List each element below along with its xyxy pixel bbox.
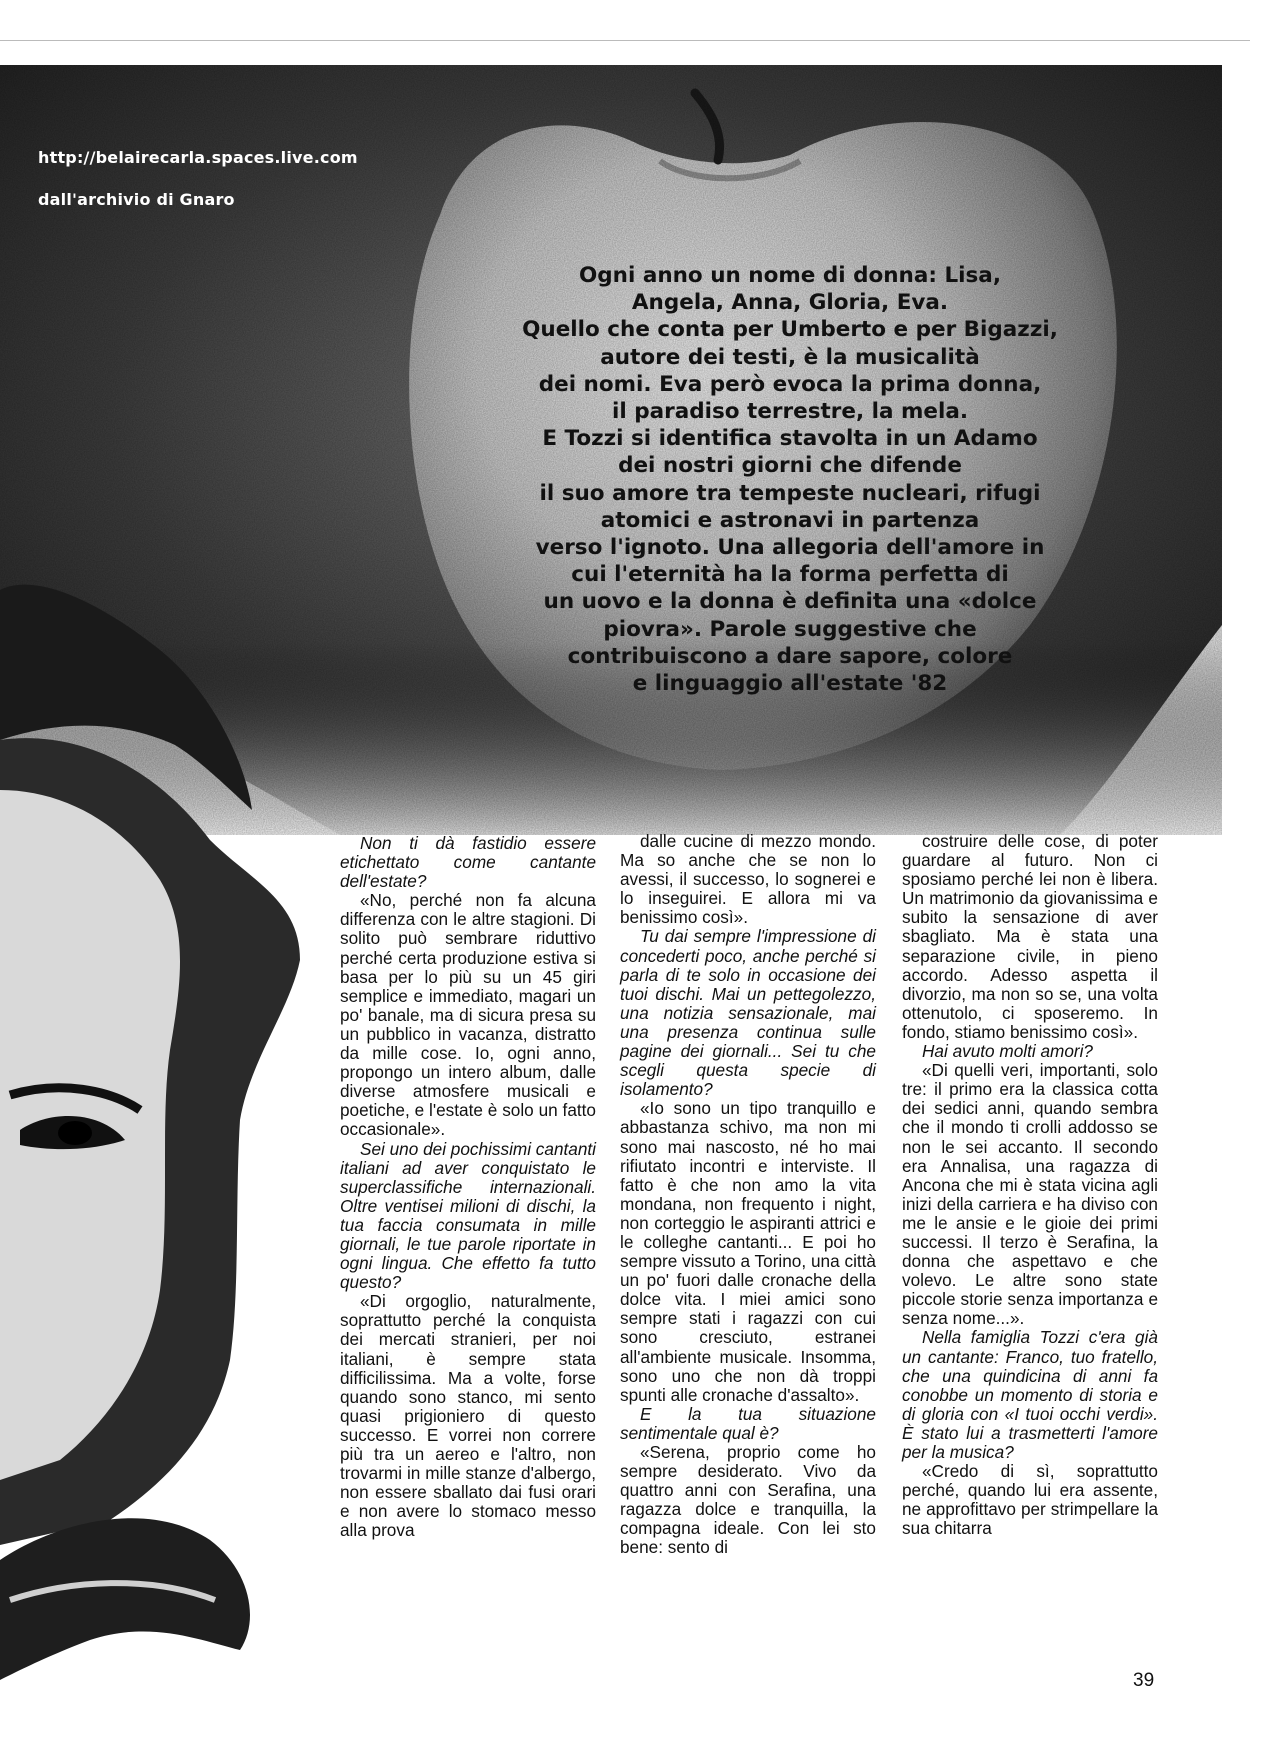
interview-question: Hai avuto molti amori? bbox=[922, 1041, 1093, 1062]
intro-text bbox=[440, 262, 1140, 697]
intro-line: piovra». Parole suggestive che bbox=[603, 616, 977, 642]
article-column-1 bbox=[340, 834, 596, 1540]
interview-answer: costruire delle cose, di poter guardare al futuro. Non ci sposiamo perché lei non è libera. Un matrimonio da giovanissima e subito la sensazione di aver sbagliato. Ma è stata una separazione civile, in pieno accordo. Adesso aspetta il divorzio, ma non so se, una volta ottenutolo, ci sposeremo. In fondo, stiamo benissimo così». bbox=[902, 831, 1158, 1042]
interview-answer: dalle cucine di mezzo mondo. Ma so anche che se non lo avessi, il successo, lo sognerei e lo inseguirei. E allora mi va benissimo così». bbox=[620, 831, 876, 928]
intro-line: Quello che conta per Umberto e per Bigazzi, bbox=[522, 317, 1058, 343]
watermark-credit: dall'archivio di Gnaro bbox=[38, 190, 235, 209]
interview-question: Sei uno dei pochissimi cantanti italiani ad aver conquistato le superclassifiche internazionali. Oltre ventisei milioni di dischi, la tua faccia consumata in mille giornali, le tue parole riportate in ogni lingua. Che effetto fa tutto questo? bbox=[340, 1138, 596, 1293]
intro-line: dei nostri giorni che difende bbox=[618, 453, 962, 479]
interview-answer: «Di orgoglio, naturalmente, soprattutto perché la conquista dei mercati stranieri, per noi italiani, è sempre stata difficilissima. Ma a volte, forse quando sono stanco, mi sento quasi prigioniero di questo successo. E vorrei non correre più tra un aereo e l'altro, non trovarmi in mille stanze d'albergo, non essere sballato dai fusi orari e non avere lo stomaco messo alla prova bbox=[340, 1291, 596, 1541]
interview-question: Tu dai sempre l'impressione di concederti poco, anche perché si parla di te solo in occasione dei tuoi dischi. Mai un pettegolezzo, una notizia sensazionale, mai una presenza continua sulle pagine dei giornali... Sei tu che scegli questa specie di isolamento? bbox=[620, 926, 876, 1100]
intro-line: il paradiso terrestre, la mela. bbox=[612, 399, 968, 425]
intro-line: autore dei testi, è la musicalità bbox=[600, 344, 980, 370]
interview-answer: «Di quelli veri, importanti, solo tre: il primo era la classica cotta dei sedici anni, quando sembra che il mondo ti crolli addosso se non le sei accanto. Il secondo era Annalisa, una ragazza di Ancona che mi è stata vicina agli inizi della carriera e ha diviso con me le ansie e le gioie dei primi successi. Il terzo è Serafina, la donna che aspettavo e che volevo. Le altre sono state piccole storie senza importanza e senza nome...». bbox=[902, 1060, 1158, 1329]
intro-line: il suo amore tra tempeste nucleari, rifugi bbox=[539, 480, 1041, 506]
intro-line: Angela, Anna, Gloria, Eva. bbox=[631, 290, 949, 316]
intro-line: cui l'eternità ha la forma perfetta di bbox=[571, 562, 1009, 588]
interview-answer: «Credo di sì, soprattutto perché, quando lui era assente, ne approfittavo per strimpellare la sua chitarra bbox=[902, 1461, 1158, 1539]
interview-question: Non ti dà fastidio essere etichettato come cantante dell'estate? bbox=[340, 833, 596, 892]
intro-line: atomici e astronavi in partenza bbox=[600, 507, 980, 533]
intro-line: E Tozzi si identifica stavolta in un Adamo bbox=[542, 426, 1038, 452]
tozzi-portrait bbox=[0, 0, 310, 1755]
page-number: 39 bbox=[1133, 1670, 1155, 1691]
intro-line: dei nomi. Eva però evoca la prima donna, bbox=[538, 371, 1042, 397]
interview-answer: «Io sono un tipo tranquillo e abbastanza schivo, ma non mi sono mai nascosto, né ho mai rifiutato incontri e interviste. Il fatto è che non amo la vita mondana, non frequento i night, non corteggio le aspiranti attrici e le colleghe cantanti... E poi ho sempre vissuto a Torino, una città un po' fuori dalle cronache della dolce vita. I miei amici sono sempre stati i ragazzi con cui sono cresciuto, estranei all'ambiente musicale. Insomma, sono uno che non dà troppi spunti alle cronache d'assalto». bbox=[620, 1098, 876, 1405]
intro-line: un uovo e la donna è definita una «dolce bbox=[543, 589, 1037, 615]
interview-question: E la tua situazione sentimentale qual è? bbox=[620, 1403, 876, 1443]
intro-line: Ogni anno un nome di donna: Lisa, bbox=[578, 263, 1001, 288]
article-column-3 bbox=[902, 832, 1158, 1538]
intro-line: contribuiscono a dare sapore, colore bbox=[567, 643, 1013, 669]
interview-answer: «No, perché non fa alcuna differenza con le altre stagioni. Di solito può sembrare riduttivo perché certa produzione estiva si basa per lo più su un 45 giri semplice e immediato, magari un po' banale, ma di sicura presa su un pubblico in vacanza, distratto da mille cose. Io, ogni anno, propongo un intero album, dalle diverse atmosfere musicali e poetiche, e l'estate è solo un fatto occasionale». bbox=[340, 890, 596, 1140]
watermark-url: http://belairecarla.spaces.live.com bbox=[38, 148, 358, 167]
intro-line: verso l'ignoto. Una allegoria dell'amore in bbox=[535, 535, 1045, 561]
article-column-2 bbox=[620, 832, 876, 1558]
interview-question: Nella famiglia Tozzi c'era già un cantante: Franco, tuo fratello, che una quindicina di anni fa conobbe un momento di storia e di gloria con «I tuoi occhi verdi». È stato lui a trasmetterti l'amore per la musica? bbox=[902, 1327, 1158, 1462]
interview-answer: «Serena, proprio come ho sempre desiderato. Vivo da quattro anni con Serafina, una ragazza dolce e tranquilla, la compagna ideale. Con lei sto bene: sento di bbox=[620, 1442, 876, 1558]
intro-line: e linguaggio all'estate '82 bbox=[632, 671, 948, 697]
